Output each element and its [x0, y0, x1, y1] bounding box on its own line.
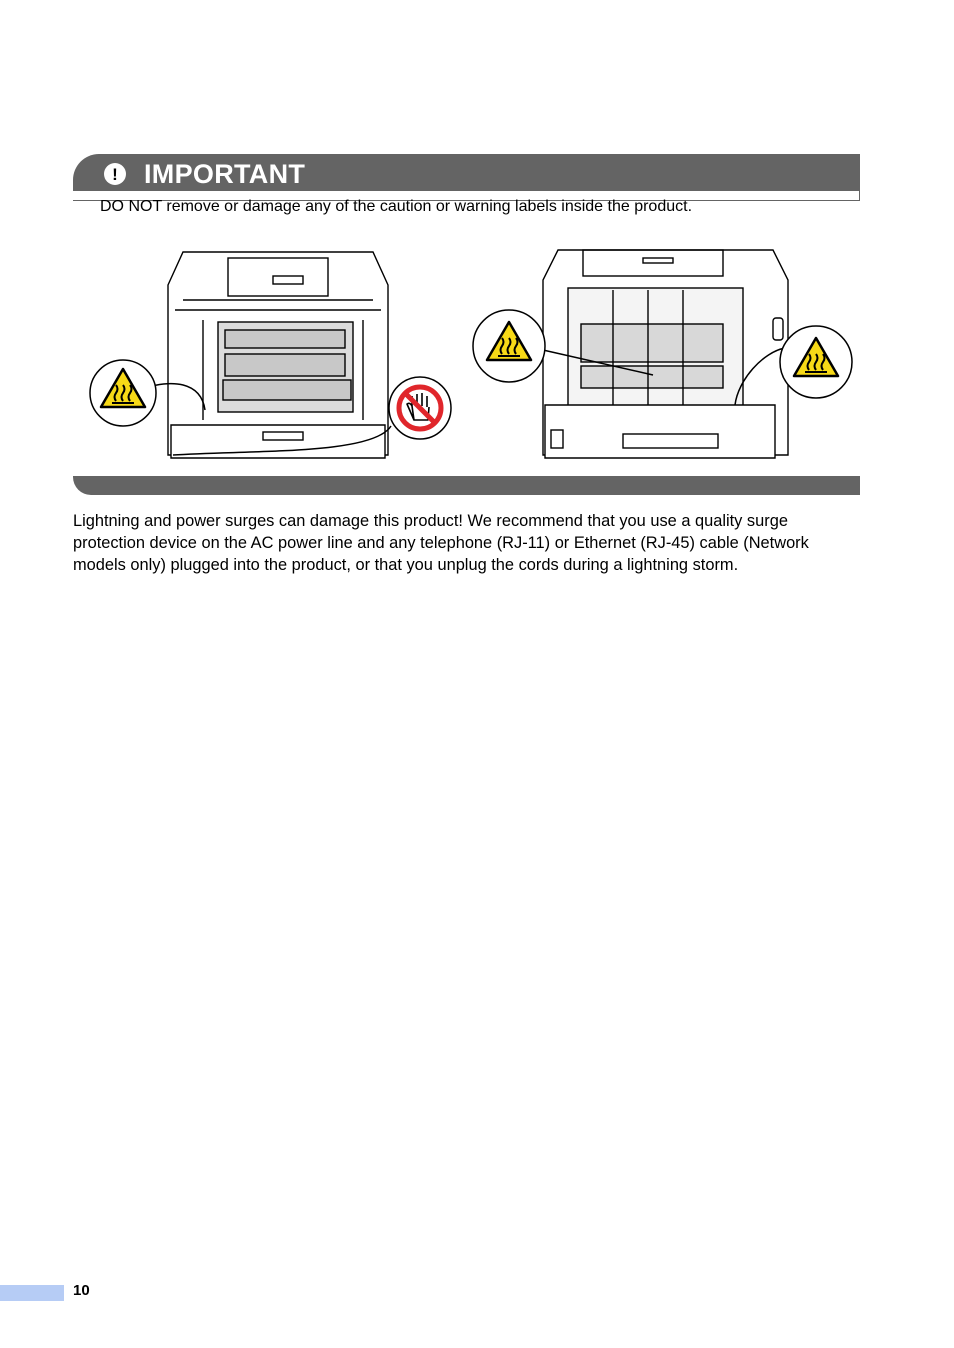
hot-surface-warning-icon — [90, 360, 156, 426]
important-text: DO NOT remove or damage any of the caution or warning labels inside the product. — [100, 198, 693, 215]
page-tab — [0, 1285, 64, 1301]
important-footer-bar — [73, 476, 860, 495]
front-printer-drawing — [168, 252, 388, 458]
surge-warning-paragraph: Lightning and power surges can damage this product! We recommend that you use a quality surge protection device on the AC power line and any telephone (RJ-11) or Ethernet (RJ-45) cable (Network models only) plugged into the product, or that you unplug the cords during a lightning storm. — [73, 512, 809, 574]
hot-surface-warning-icon — [780, 326, 852, 398]
printer-labels-illustration — [73, 240, 860, 470]
back-printer-drawing — [543, 250, 788, 458]
exclamation-icon: ! — [104, 163, 126, 185]
page-number: 10 — [73, 1282, 90, 1299]
important-title: IMPORTANT — [144, 159, 306, 189]
hot-surface-warning-icon — [473, 310, 545, 382]
no-touch-hand-icon — [389, 377, 451, 439]
